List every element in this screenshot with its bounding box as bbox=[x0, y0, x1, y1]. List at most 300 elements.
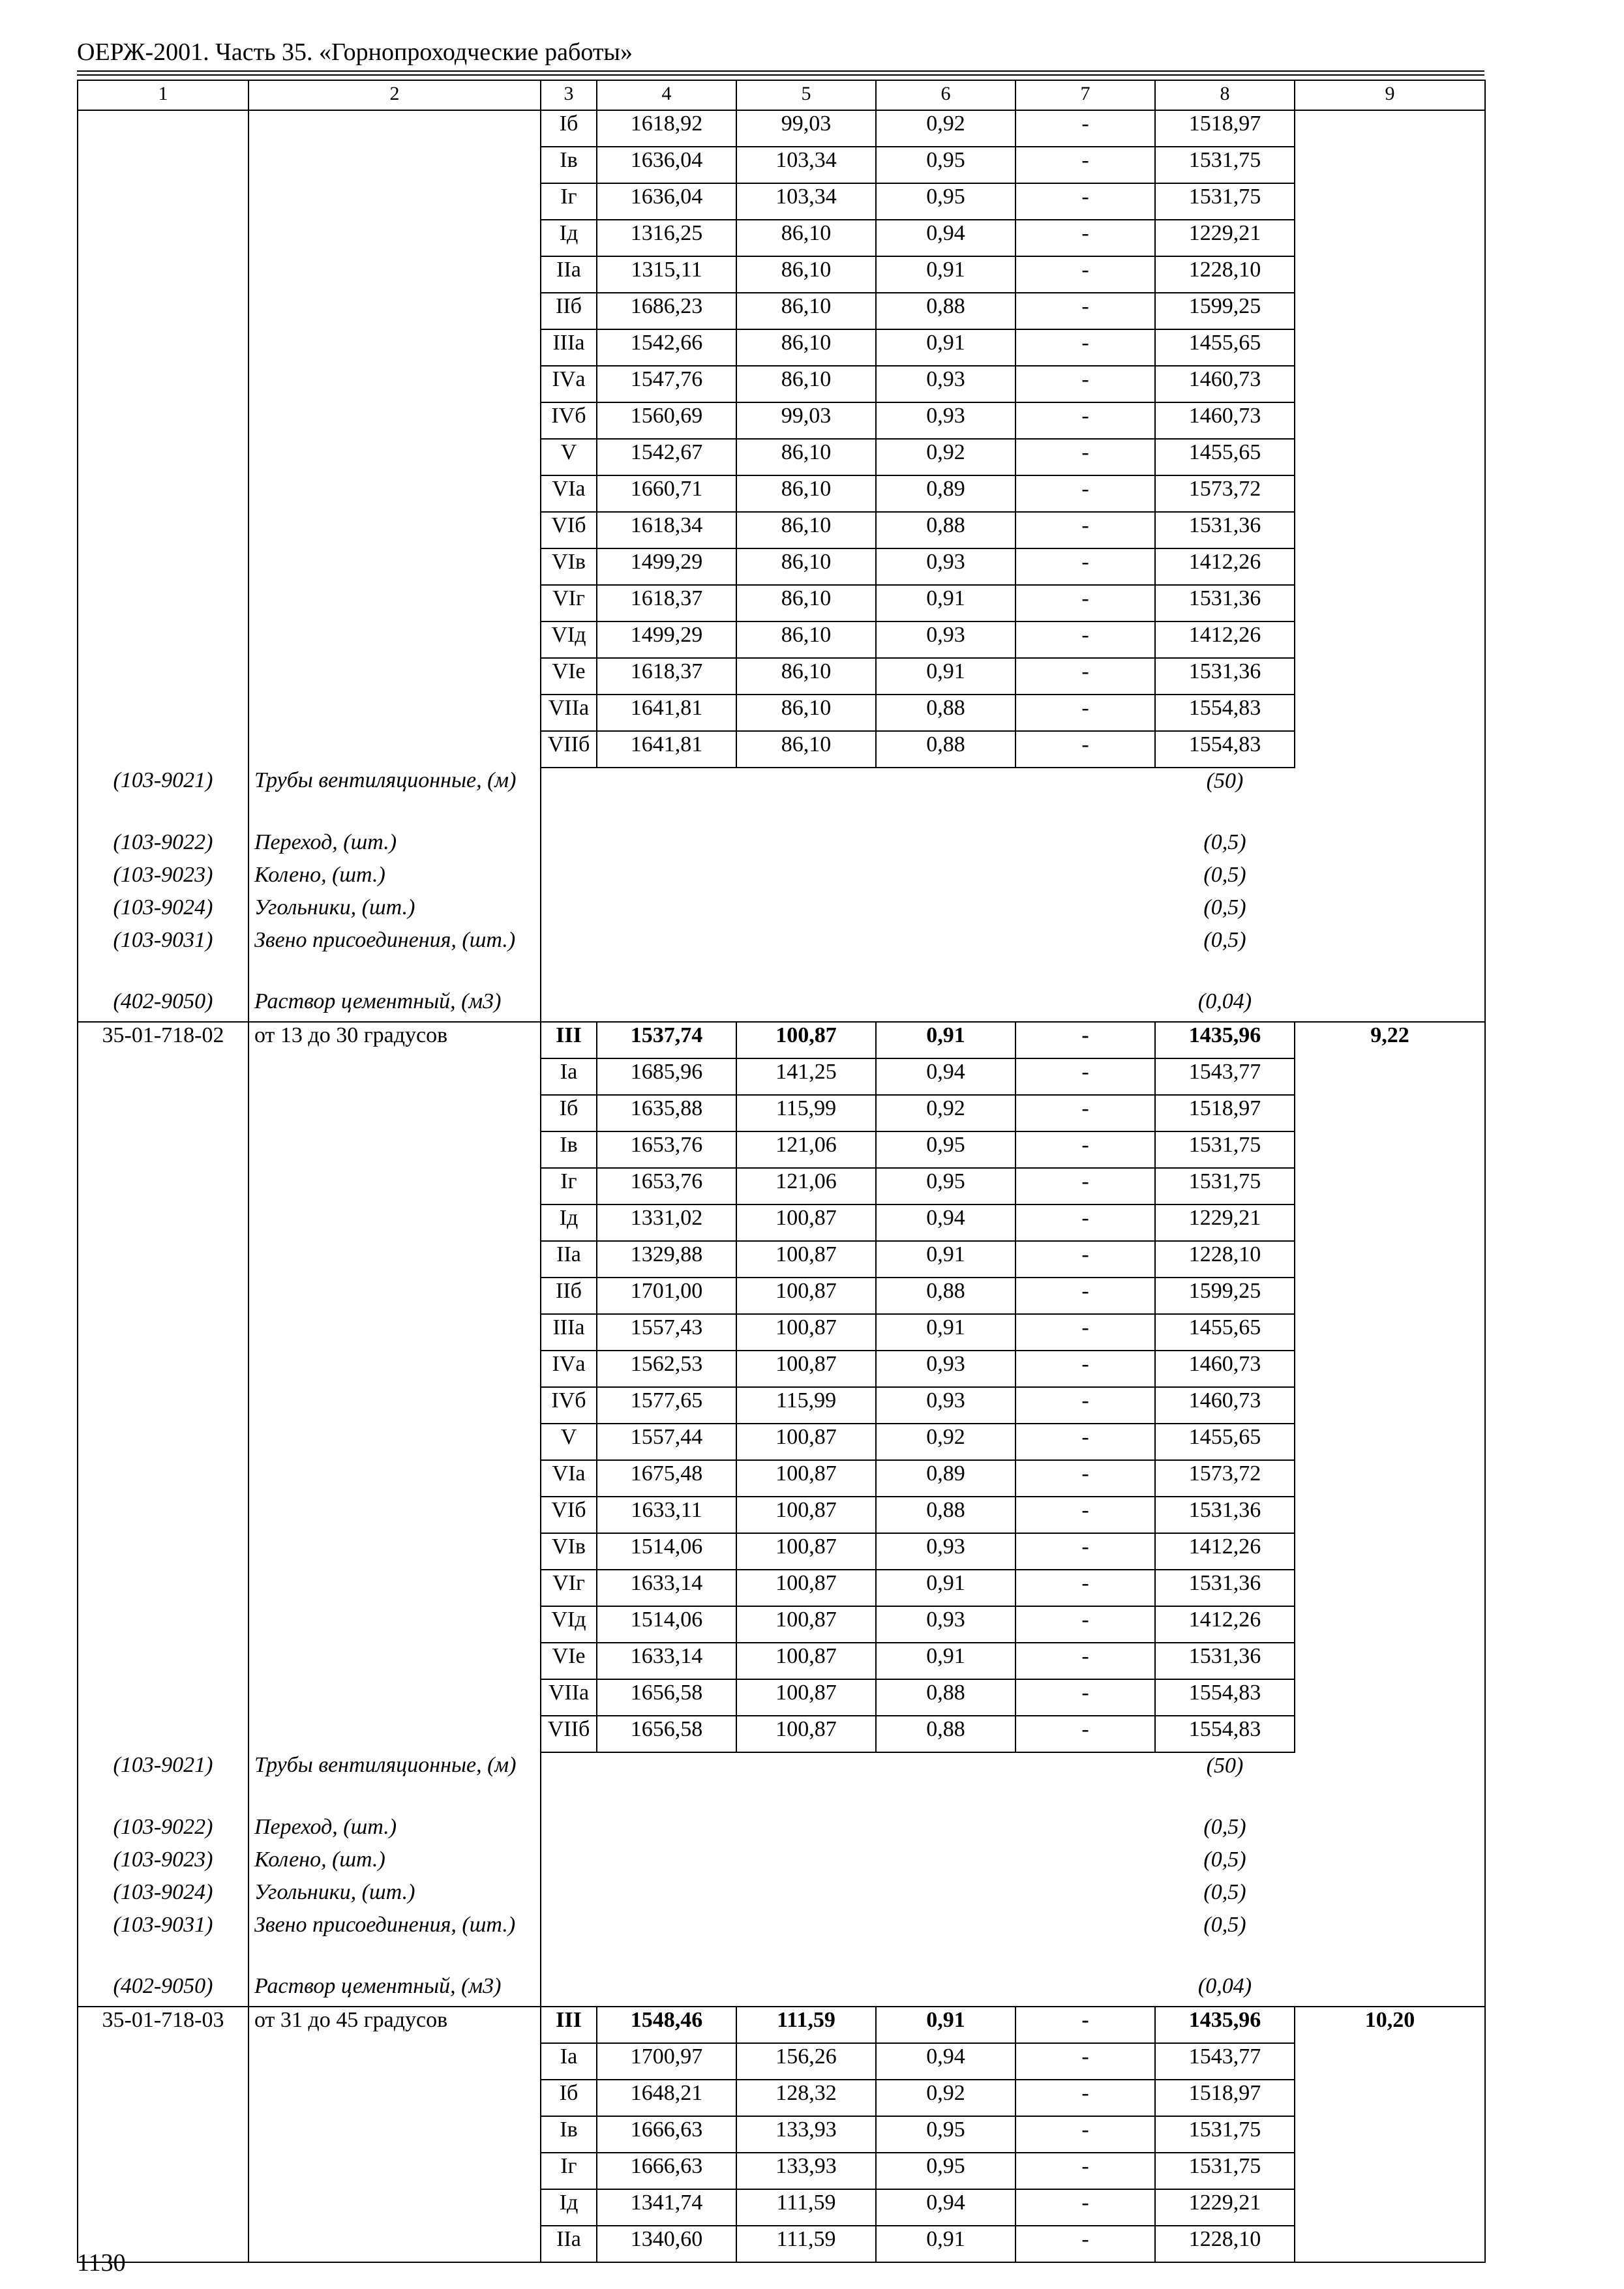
table-cell: 1618,37 bbox=[597, 585, 736, 621]
table-cell bbox=[876, 1847, 1015, 1879]
table-row bbox=[78, 548, 1485, 585]
table-cell: Звено присоединения, (шт.) bbox=[248, 1912, 541, 1973]
table-cell: 1412,26 bbox=[1155, 1533, 1295, 1570]
table-cell bbox=[248, 695, 541, 731]
table-cell: 86,10 bbox=[736, 695, 876, 731]
table-cell bbox=[248, 1460, 541, 1497]
table-cell: (0,5) bbox=[1203, 1880, 1246, 1904]
table-cell: 100,87 bbox=[736, 1606, 876, 1643]
table-cell: (0,5) bbox=[1203, 830, 1246, 854]
table-cell bbox=[1295, 329, 1485, 366]
table-cell bbox=[78, 1131, 248, 1168]
table-cell bbox=[736, 768, 876, 830]
table-cell bbox=[597, 1814, 736, 1847]
table-cell: 0,94 bbox=[876, 1204, 1015, 1241]
table-cell: 111,59 bbox=[736, 2189, 876, 2226]
table-cell: 86,10 bbox=[736, 548, 876, 585]
table-cell bbox=[78, 1278, 248, 1314]
table-cell: (103-9024) bbox=[78, 1879, 248, 1912]
table-cell: 0,91 bbox=[876, 1022, 1015, 1058]
table-cell: 86,10 bbox=[736, 731, 876, 768]
table-cell: 100,87 bbox=[736, 1533, 876, 1570]
table-cell bbox=[248, 731, 541, 768]
table-cell bbox=[78, 256, 248, 293]
table-cell: - bbox=[1015, 2007, 1155, 2043]
table-cell bbox=[248, 183, 541, 220]
table-cell: 1685,96 bbox=[597, 1058, 736, 1095]
table-cell: (103-9021) bbox=[78, 1752, 248, 1814]
table-cell: 0,94 bbox=[876, 2043, 1015, 2080]
table-cell: (0,5) bbox=[1203, 895, 1246, 920]
table-cell bbox=[1015, 1752, 1155, 1814]
table-cell bbox=[248, 2080, 541, 2116]
table-cell bbox=[78, 2080, 248, 2116]
table-cell: VIIа bbox=[541, 1679, 597, 1716]
table-cell bbox=[78, 475, 248, 512]
table-cell: 0,91 bbox=[876, 256, 1015, 293]
table-cell: 1531,36 bbox=[1155, 512, 1295, 548]
table-cell: - bbox=[1015, 147, 1155, 183]
table-cell bbox=[78, 1606, 248, 1643]
table-cell bbox=[248, 329, 541, 366]
table-cell bbox=[78, 1168, 248, 1204]
table-cell: (103-9023) bbox=[78, 862, 248, 895]
table-cell bbox=[541, 1912, 597, 1973]
table-cell bbox=[876, 989, 1015, 1022]
table-cell bbox=[1295, 2189, 1485, 2226]
table-cell: - bbox=[1015, 1058, 1155, 1095]
table-row bbox=[78, 1058, 1485, 1095]
table-cell bbox=[248, 1643, 541, 1679]
table-cell: Iб bbox=[541, 2080, 597, 2116]
table-cell bbox=[597, 989, 736, 1022]
table-cell: VIг bbox=[541, 585, 597, 621]
page-header: ОЕРЖ-2001. Часть 35. «Горнопроходческие работы» bbox=[77, 38, 633, 66]
table-row bbox=[78, 475, 1485, 512]
table-row bbox=[78, 1278, 1485, 1314]
table-cell: - bbox=[1015, 1424, 1155, 1460]
table-cell bbox=[1015, 862, 1155, 895]
table-cell: - bbox=[1015, 293, 1155, 329]
table-cell: Трубы вентиляционные, (м) bbox=[248, 768, 541, 830]
table-cell bbox=[1295, 512, 1485, 548]
table-cell bbox=[1295, 1168, 1485, 1204]
table-cell: 86,10 bbox=[736, 329, 876, 366]
table-cell bbox=[597, 895, 736, 927]
table-cell: - bbox=[1015, 329, 1155, 366]
table-cell: - bbox=[1015, 1716, 1155, 1752]
table-cell: 1633,14 bbox=[597, 1643, 736, 1679]
table-cell bbox=[248, 585, 541, 621]
table-cell: III bbox=[541, 2007, 597, 2043]
table-cell: 1618,34 bbox=[597, 512, 736, 548]
table-cell bbox=[736, 830, 876, 862]
table-cell bbox=[1295, 1679, 1485, 1716]
table-cell: (0,5) bbox=[1203, 863, 1246, 887]
table-cell: - bbox=[1015, 1460, 1155, 1497]
table-cell: 1543,77 bbox=[1155, 1058, 1295, 1095]
table-cell bbox=[1295, 1847, 1485, 1879]
table-cell bbox=[248, 1533, 541, 1570]
table-cell: 86,10 bbox=[736, 585, 876, 621]
table-cell: 0,88 bbox=[876, 1497, 1015, 1533]
table-cell: 1435,96 bbox=[1155, 2007, 1295, 2043]
table-cell: 1412,26 bbox=[1155, 621, 1295, 658]
table-cell: 1460,73 bbox=[1155, 1387, 1295, 1424]
table-cell bbox=[78, 1679, 248, 1716]
table-cell: - bbox=[1015, 1314, 1155, 1351]
table-cell bbox=[248, 293, 541, 329]
table-cell bbox=[597, 862, 736, 895]
table-cell bbox=[736, 1847, 876, 1879]
table-cell bbox=[1015, 1879, 1155, 1912]
table-cell: 1543,77 bbox=[1155, 2043, 1295, 2080]
table-cell: - bbox=[1015, 1131, 1155, 1168]
table-cell bbox=[876, 1973, 1015, 2007]
table-cell bbox=[1295, 989, 1485, 1022]
table-cell: 1618,92 bbox=[597, 110, 736, 147]
table-cell: 121,06 bbox=[736, 1168, 876, 1204]
table-cell: 1562,53 bbox=[597, 1351, 736, 1387]
table-cell: (103-9022) bbox=[78, 1814, 248, 1847]
table-cell: 35-01-718-03 bbox=[78, 2007, 248, 2043]
table-cell bbox=[876, 1912, 1015, 1973]
column-header: 3 bbox=[541, 80, 597, 110]
table-cell bbox=[78, 329, 248, 366]
table-cell bbox=[1295, 2153, 1485, 2189]
table-cell: Переход, (шт.) bbox=[248, 1814, 541, 1847]
table-cell: 133,93 bbox=[736, 2116, 876, 2153]
table-cell: 1531,75 bbox=[1155, 1131, 1295, 1168]
table-cell: 1460,73 bbox=[1155, 1351, 1295, 1387]
table-cell: 103,34 bbox=[736, 183, 876, 220]
table-row bbox=[78, 402, 1485, 439]
table-row bbox=[78, 1533, 1485, 1570]
table-cell bbox=[248, 1679, 541, 1716]
column-header: 2 bbox=[248, 80, 541, 110]
table-cell bbox=[248, 658, 541, 695]
table-cell: VIв bbox=[541, 1533, 597, 1570]
table-cell: 0,91 bbox=[876, 2226, 1015, 2262]
table-cell: 1435,96 bbox=[1155, 1022, 1295, 1058]
table-cell: 0,95 bbox=[876, 1168, 1015, 1204]
table-cell bbox=[78, 658, 248, 695]
table-cell: 1675,48 bbox=[597, 1460, 736, 1497]
table-cell: 1514,06 bbox=[597, 1606, 736, 1643]
table-cell: VIа bbox=[541, 475, 597, 512]
table-cell: 1531,36 bbox=[1155, 1570, 1295, 1606]
resource-row bbox=[78, 862, 1485, 895]
table-cell bbox=[876, 1879, 1015, 1912]
table-cell bbox=[248, 1278, 541, 1314]
table-cell: 0,93 bbox=[876, 548, 1015, 585]
table-cell: - bbox=[1015, 1643, 1155, 1679]
table-cell: 100,87 bbox=[736, 1424, 876, 1460]
table-cell bbox=[78, 1716, 248, 1752]
table-cell bbox=[248, 402, 541, 439]
header-rule bbox=[77, 70, 1484, 72]
table-cell bbox=[248, 512, 541, 548]
table-cell bbox=[78, 1387, 248, 1424]
table-cell: 0,88 bbox=[876, 1679, 1015, 1716]
table-cell: V bbox=[541, 1424, 597, 1460]
table-cell bbox=[597, 927, 736, 989]
table-cell bbox=[248, 2153, 541, 2189]
table-row bbox=[78, 2080, 1485, 2116]
table-cell: 1573,72 bbox=[1155, 1460, 1295, 1497]
table-cell: 103,34 bbox=[736, 147, 876, 183]
table-cell: 0,93 bbox=[876, 1533, 1015, 1570]
table-cell: III bbox=[541, 1022, 597, 1058]
table-cell: - bbox=[1015, 402, 1155, 439]
table-cell bbox=[597, 1752, 736, 1814]
table-cell: 86,10 bbox=[736, 256, 876, 293]
table-cell: - bbox=[1015, 2226, 1155, 2262]
table-cell bbox=[736, 1814, 876, 1847]
table-cell bbox=[876, 768, 1015, 830]
resource-row bbox=[78, 1752, 1485, 1814]
table-cell bbox=[248, 1095, 541, 1131]
table-cell: 0,88 bbox=[876, 1278, 1015, 1314]
table-cell bbox=[1015, 768, 1155, 830]
table-cell bbox=[541, 1879, 597, 1912]
table-cell bbox=[736, 1879, 876, 1912]
table-cell: 0,91 bbox=[876, 1570, 1015, 1606]
table-row bbox=[78, 2153, 1485, 2189]
table-cell: - bbox=[1015, 731, 1155, 768]
table-cell: (103-9022) bbox=[78, 830, 248, 862]
table-cell bbox=[248, 1168, 541, 1204]
table-row bbox=[78, 1204, 1485, 1241]
table-cell bbox=[1295, 256, 1485, 293]
table-cell: 1599,25 bbox=[1155, 293, 1295, 329]
table-cell: 86,10 bbox=[736, 512, 876, 548]
table-cell: 1412,26 bbox=[1155, 548, 1295, 585]
table-cell bbox=[597, 1973, 736, 2007]
table-cell: 1547,76 bbox=[597, 366, 736, 402]
table-cell bbox=[1295, 1278, 1485, 1314]
table-cell bbox=[1015, 989, 1155, 1022]
table-row bbox=[78, 1131, 1485, 1168]
table-cell: 0,93 bbox=[876, 402, 1015, 439]
table-row bbox=[78, 293, 1485, 329]
table-cell: 1701,00 bbox=[597, 1278, 736, 1314]
table-row bbox=[78, 1241, 1485, 1278]
table-row bbox=[78, 1424, 1485, 1460]
table-cell: 0,95 bbox=[876, 2153, 1015, 2189]
resource-row bbox=[78, 1814, 1485, 1847]
table-cell bbox=[248, 1716, 541, 1752]
table-cell bbox=[876, 830, 1015, 862]
table-cell: VIг bbox=[541, 1570, 597, 1606]
table-cell bbox=[1295, 585, 1485, 621]
table-cell bbox=[1295, 2116, 1485, 2153]
table-cell: VIб bbox=[541, 1497, 597, 1533]
table-cell: - bbox=[1015, 1022, 1155, 1058]
table-cell: Iв bbox=[541, 1131, 597, 1168]
table-cell: 115,99 bbox=[736, 1387, 876, 1424]
table-cell bbox=[1015, 927, 1155, 989]
table-cell bbox=[597, 1847, 736, 1879]
table-cell: Трубы вентиляционные, (м) bbox=[248, 1752, 541, 1814]
table-cell bbox=[78, 1351, 248, 1387]
resource-row bbox=[78, 1973, 1485, 2007]
table-cell bbox=[78, 512, 248, 548]
table-cell bbox=[1295, 1716, 1485, 1752]
table-cell bbox=[1295, 1973, 1485, 2007]
table-cell: VIIб bbox=[541, 731, 597, 768]
table-cell bbox=[248, 1424, 541, 1460]
table-cell bbox=[78, 220, 248, 256]
table-cell bbox=[876, 862, 1015, 895]
resource-row bbox=[78, 927, 1485, 989]
header-rule-second bbox=[77, 74, 1484, 76]
table-row bbox=[78, 1314, 1485, 1351]
table-cell: 1573,72 bbox=[1155, 475, 1295, 512]
table-cell bbox=[248, 1314, 541, 1351]
resource-row bbox=[78, 830, 1485, 862]
table-cell: 0,88 bbox=[876, 695, 1015, 731]
table-cell: 1635,88 bbox=[597, 1095, 736, 1131]
table-cell: 1653,76 bbox=[597, 1168, 736, 1204]
table-cell bbox=[248, 2043, 541, 2080]
table-cell bbox=[1295, 2080, 1485, 2116]
table-cell: 86,10 bbox=[736, 220, 876, 256]
table-cell: 0,93 bbox=[876, 1387, 1015, 1424]
table-cell: Iа bbox=[541, 2043, 597, 2080]
table-cell bbox=[541, 862, 597, 895]
table-cell: (402-9050) bbox=[78, 989, 248, 1022]
table-cell bbox=[597, 768, 736, 830]
table-row bbox=[78, 1168, 1485, 1204]
table-row bbox=[78, 695, 1485, 731]
table-cell: Раствор цементный, (м3) bbox=[248, 989, 541, 1022]
table-cell: VIIб bbox=[541, 1716, 597, 1752]
table-group-row bbox=[78, 2007, 1485, 2043]
table-cell bbox=[248, 1606, 541, 1643]
price-table bbox=[77, 80, 1486, 2263]
table-cell: (103-9024) bbox=[78, 895, 248, 927]
table-cell: 0,91 bbox=[876, 1643, 1015, 1679]
table-cell: 0,95 bbox=[876, 1131, 1015, 1168]
table-cell: IVа bbox=[541, 366, 597, 402]
table-cell: 1633,14 bbox=[597, 1570, 736, 1606]
table-cell: 0,91 bbox=[876, 2007, 1015, 2043]
table-cell bbox=[248, 2116, 541, 2153]
table-cell bbox=[1295, 895, 1485, 927]
table-cell bbox=[248, 2189, 541, 2226]
table-cell: 100,87 bbox=[736, 1570, 876, 1606]
table-cell: (0,04) bbox=[1197, 1974, 1252, 1998]
table-row bbox=[78, 658, 1485, 695]
table-cell: IVб bbox=[541, 402, 597, 439]
table-cell: Iг bbox=[541, 183, 597, 220]
table-row bbox=[78, 439, 1485, 475]
table-cell: V bbox=[541, 439, 597, 475]
table-cell bbox=[78, 2043, 248, 2080]
table-cell bbox=[1015, 1847, 1155, 1879]
table-cell bbox=[1015, 895, 1155, 927]
table-cell bbox=[1295, 1497, 1485, 1533]
table-cell bbox=[541, 927, 597, 989]
table-cell: 1316,25 bbox=[597, 220, 736, 256]
table-cell: VIе bbox=[541, 1643, 597, 1679]
table-cell: IIа bbox=[541, 256, 597, 293]
table-cell bbox=[1295, 1570, 1485, 1606]
table-cell: 0,92 bbox=[876, 2080, 1015, 2116]
table-cell: - bbox=[1015, 1533, 1155, 1570]
table-cell: 111,59 bbox=[736, 2007, 876, 2043]
resource-row bbox=[78, 768, 1485, 830]
table-row bbox=[78, 585, 1485, 621]
table-cell: 0,93 bbox=[876, 1606, 1015, 1643]
table-cell bbox=[78, 1497, 248, 1533]
table-cell: 86,10 bbox=[736, 621, 876, 658]
table-cell: - bbox=[1015, 2116, 1155, 2153]
table-cell: IIа bbox=[541, 1241, 597, 1278]
column-header: 5 bbox=[736, 80, 876, 110]
table-cell: 0,92 bbox=[876, 1095, 1015, 1131]
table-cell bbox=[1295, 439, 1485, 475]
table-cell bbox=[736, 1752, 876, 1814]
table-cell bbox=[248, 1131, 541, 1168]
resource-row bbox=[78, 1879, 1485, 1912]
table-cell bbox=[78, 621, 248, 658]
table-cell: 1531,75 bbox=[1155, 2153, 1295, 2189]
table-cell bbox=[78, 183, 248, 220]
table-cell bbox=[736, 927, 876, 989]
table-cell bbox=[541, 1973, 597, 2007]
table-cell: - bbox=[1015, 695, 1155, 731]
table-cell bbox=[1295, 293, 1485, 329]
table-cell bbox=[78, 548, 248, 585]
table-cell: - bbox=[1015, 2043, 1155, 2080]
table-cell: - bbox=[1015, 1570, 1155, 1606]
table-cell: 1499,29 bbox=[597, 621, 736, 658]
table-cell: Iб bbox=[541, 1095, 597, 1131]
table-cell: 100,87 bbox=[736, 1022, 876, 1058]
table-cell bbox=[736, 862, 876, 895]
table-cell: IIа bbox=[541, 2226, 597, 2262]
table-cell bbox=[1295, 475, 1485, 512]
table-cell: Колено, (шт.) bbox=[248, 1847, 541, 1879]
table-cell: 0,92 bbox=[876, 110, 1015, 147]
table-cell bbox=[1295, 768, 1485, 830]
table-cell: 0,88 bbox=[876, 512, 1015, 548]
table-cell: 100,87 bbox=[736, 1314, 876, 1351]
table-cell bbox=[597, 830, 736, 862]
table-cell: 86,10 bbox=[736, 439, 876, 475]
table-cell bbox=[78, 1095, 248, 1131]
table-cell: 86,10 bbox=[736, 293, 876, 329]
table-row bbox=[78, 329, 1485, 366]
table-cell: 1542,66 bbox=[597, 329, 736, 366]
table-cell: - bbox=[1015, 1204, 1155, 1241]
table-row bbox=[78, 2189, 1485, 2226]
table-row bbox=[78, 1716, 1485, 1752]
table-cell: 1340,60 bbox=[597, 2226, 736, 2262]
table-cell bbox=[78, 1424, 248, 1460]
table-cell bbox=[541, 895, 597, 927]
table-cell: 0,92 bbox=[876, 1424, 1015, 1460]
table-cell: 1618,37 bbox=[597, 658, 736, 695]
table-cell: (103-9021) bbox=[78, 768, 248, 830]
table-cell: (0,5) bbox=[1203, 1913, 1246, 1937]
table-cell bbox=[1015, 830, 1155, 862]
table-cell bbox=[1295, 927, 1485, 989]
table-cell: 1531,36 bbox=[1155, 585, 1295, 621]
table-cell: 99,03 bbox=[736, 402, 876, 439]
